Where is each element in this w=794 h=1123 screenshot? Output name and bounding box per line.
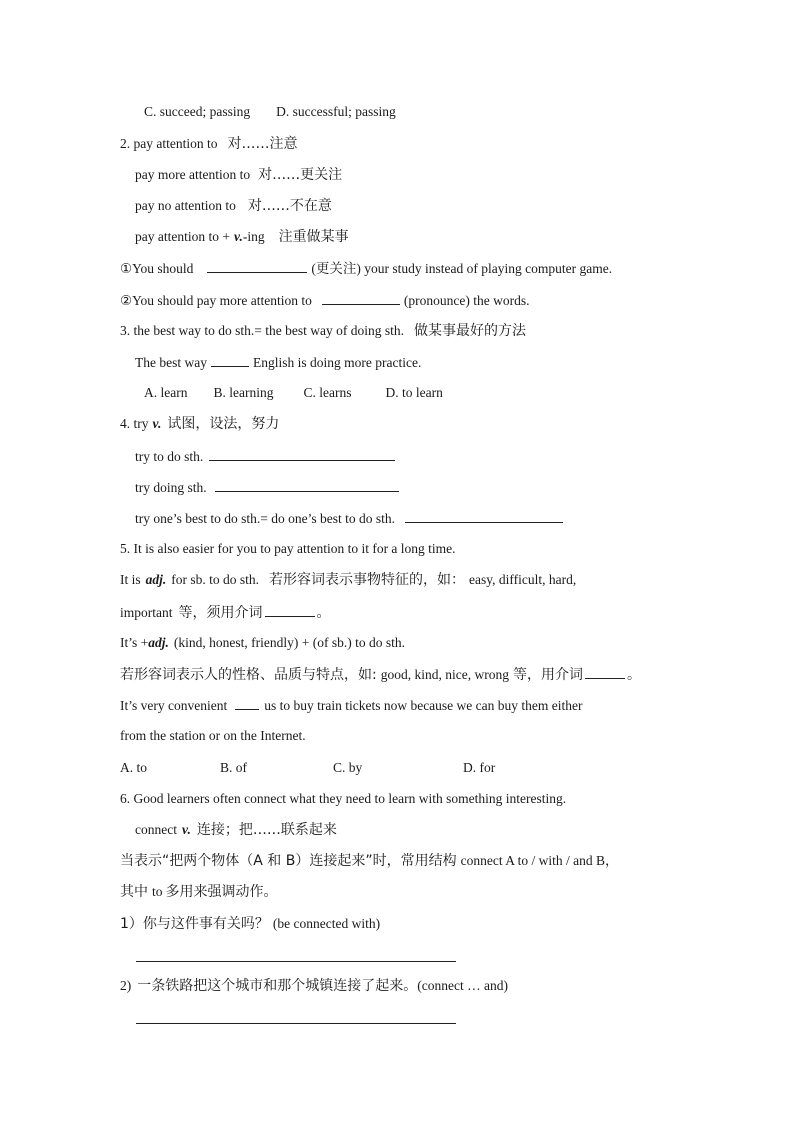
note-text: important xyxy=(120,605,173,620)
phrase-line xyxy=(135,227,349,247)
exercise-text: ②You should pay more attention to xyxy=(120,293,312,308)
exercise-line xyxy=(120,258,612,279)
phrase-text: connect xyxy=(135,822,177,837)
note-text: It is xyxy=(120,572,141,587)
answer-blank[interactable] xyxy=(211,352,249,367)
exercise-text: The best way xyxy=(135,355,207,370)
note-text-zh: 当表示“把两个物体（A 和 B）连接起来”时，常用结构 xyxy=(120,853,457,869)
exercise-text: ①You should xyxy=(120,261,194,276)
item-number: 2) xyxy=(120,978,132,993)
option-c: C. succeed; passing xyxy=(144,104,251,119)
phrase-meaning: 试图，设法，努力 xyxy=(167,416,280,432)
exercise-line xyxy=(135,477,403,498)
translation-hint: (be connected with) xyxy=(272,916,381,931)
option-c: C. learns xyxy=(303,385,352,400)
translation-item-2 xyxy=(120,976,508,996)
phrase-text: pay more attention to xyxy=(135,167,251,182)
phrase-text: pay no attention to xyxy=(135,198,236,213)
note-text-zh: 多用来强调动作。 xyxy=(165,884,278,900)
phrase-text: pay attention to + xyxy=(135,229,230,244)
phrase-meaning: 对……更关注 xyxy=(258,167,343,183)
phrase-heading-3 xyxy=(120,321,526,341)
phrase-heading-2 xyxy=(120,134,297,154)
note-text: (kind, honest, friendly) + (of sb.) to do sth. xyxy=(173,635,405,650)
option-a: A. to xyxy=(120,760,147,775)
grammar-note xyxy=(120,570,576,590)
pos-tag: v. xyxy=(152,416,162,431)
phrase-text: 5. It is also easier for you to pay attention to it for a long time. xyxy=(120,541,456,556)
answer-blank[interactable] xyxy=(265,602,315,617)
option-c: C. by xyxy=(333,760,363,775)
note-text: to xyxy=(152,884,163,899)
phrase-heading-6 xyxy=(120,789,566,809)
exercise-text: try to do sth. xyxy=(135,449,204,464)
note-text-zh: 若形容词表示人的性格、品质与特点，如: xyxy=(120,667,377,683)
note-examples: easy, difficult, hard, xyxy=(469,572,577,587)
option-d: D. successful; passing xyxy=(276,104,396,119)
exercise-text: It’s very convenient xyxy=(120,698,228,713)
answer-blank[interactable] xyxy=(215,477,399,492)
grammar-note xyxy=(120,882,278,902)
option-line xyxy=(120,758,495,778)
grammar-note xyxy=(120,851,618,871)
pos-tag: adj. xyxy=(145,572,167,587)
answer-line[interactable] xyxy=(136,1023,456,1024)
phrase-text: 6. Good learners often connect what they need to learn with something interesting. xyxy=(120,791,567,806)
pos-tag: adj. xyxy=(148,635,169,650)
note-text: connect A to / with / and B， xyxy=(460,853,619,868)
note-text-zh: 等，须用介词 xyxy=(178,605,263,621)
phrase-meaning: 连接；把……联系起来 xyxy=(196,822,337,838)
translation-prompt: 1）你与这件事有关吗？ xyxy=(120,916,269,932)
exercise-text: English is doing more practice. xyxy=(252,355,422,370)
option-a: A. learn xyxy=(144,385,188,400)
phrase-suffix: -ing xyxy=(242,229,265,244)
option-line xyxy=(144,383,443,403)
phrase-meaning: 对……不在意 xyxy=(247,198,332,214)
grammar-note xyxy=(120,633,405,653)
option-line xyxy=(144,102,396,122)
phrase-line xyxy=(135,820,337,840)
option-d: D. for xyxy=(463,760,496,775)
grammar-note xyxy=(120,664,641,685)
pos-tag: v. xyxy=(233,229,243,244)
note-examples: good, kind, nice, wrong xyxy=(380,667,509,682)
pos-tag: v. xyxy=(181,822,191,837)
note-text-zh: 。 xyxy=(626,667,641,683)
note-text-zh: 其中 xyxy=(120,884,148,900)
note-text-zh: 等，用介词 xyxy=(512,667,583,683)
answer-blank[interactable] xyxy=(322,290,400,305)
phrase-line xyxy=(135,196,332,216)
exercise-line xyxy=(120,290,529,311)
answer-line[interactable] xyxy=(136,961,456,962)
note-text: for sb. to do sth. xyxy=(171,572,260,587)
translation-prompt: 一条铁路把这个城市和那个城镇连接了起来。 xyxy=(137,978,418,994)
exercise-text: (pronounce) the words. xyxy=(403,293,530,308)
phrase-text: 3. the best way to do sth.= the best way of doing sth. xyxy=(120,323,404,338)
phrase-meaning: 注重做某事 xyxy=(278,229,349,245)
phrase-text: 2. pay attention to xyxy=(120,136,218,151)
exercise-line xyxy=(120,726,306,746)
option-d: D. to learn xyxy=(385,385,443,400)
exercise-line xyxy=(135,446,399,467)
phrase-heading-4 xyxy=(120,414,279,434)
answer-blank[interactable] xyxy=(585,664,625,679)
translation-item-1 xyxy=(120,914,380,934)
note-text-zh: 若形容词表示事物特征的，如： xyxy=(269,572,466,588)
answer-blank[interactable] xyxy=(405,508,563,523)
phrase-meaning: 对……注意 xyxy=(227,136,298,152)
phrase-heading-5 xyxy=(120,539,456,559)
exercise-line xyxy=(120,695,583,716)
exercise-text: try one’s best to do sth.= do one’s best to do sth. xyxy=(135,511,395,526)
option-b: B. of xyxy=(220,760,247,775)
exercise-text: try doing sth. xyxy=(135,480,207,495)
grammar-note xyxy=(120,602,331,623)
phrase-line xyxy=(135,165,342,185)
phrase-meaning: 做某事最好的方法 xyxy=(413,323,526,339)
answer-blank[interactable] xyxy=(209,446,395,461)
exercise-text: us to buy train tickets now because we can buy them either xyxy=(264,698,583,713)
note-text: It’s + xyxy=(120,635,149,650)
translation-hint: (connect … and) xyxy=(417,978,508,993)
option-b: B. learning xyxy=(213,385,274,400)
exercise-line xyxy=(135,508,567,529)
exercise-text: (更关注) your study instead of playing computer game. xyxy=(311,261,613,276)
answer-blank[interactable] xyxy=(207,258,307,273)
answer-blank[interactable] xyxy=(235,695,259,710)
phrase-text: 4. try xyxy=(120,416,149,431)
note-text-zh: 。 xyxy=(316,605,331,621)
exercise-line xyxy=(135,352,421,373)
exercise-text: from the station or on the Internet. xyxy=(120,728,306,743)
